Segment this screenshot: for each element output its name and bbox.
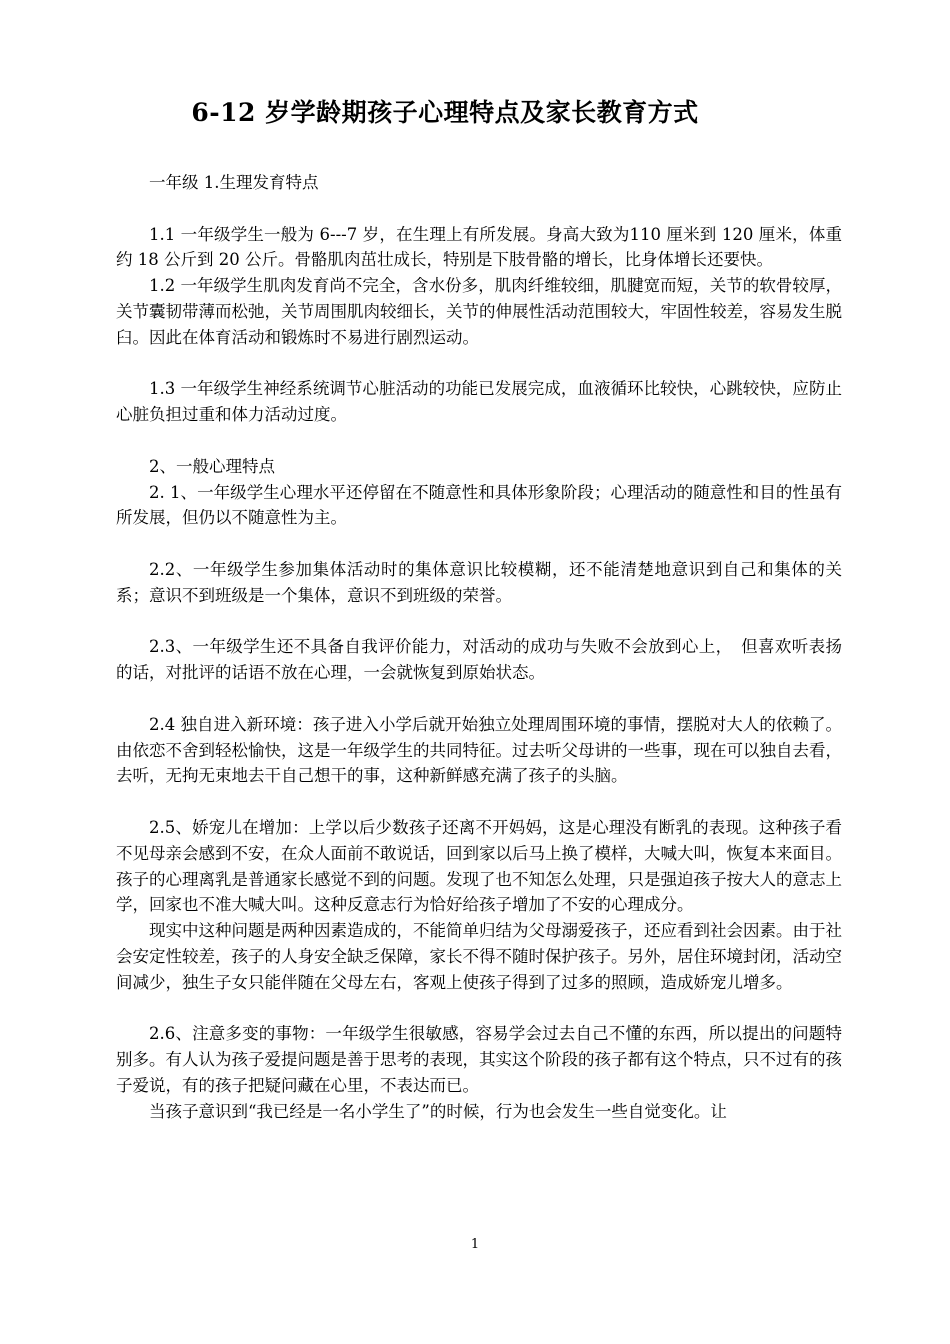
- paragraph-2-6: 2.6、注意多变的事物：一年级学生很敏感，容易学会过去自己不懂的东西，所以提出的问题特别多。有人认为孩子爱提问题是善于思考的表现，其实这个阶段的孩子都有这个特点，只不过有的孩子爱说，有的孩子把疑问藏在心里，不表达而已。: [116, 1024, 842, 1095]
- paragraph-1-2: 1.2 一年级学生肌肉发育尚不完全，含水份多，肌肉纤维较细，肌腱宽而短，关节的软骨较厚，关节囊韧带薄而松弛，关节周围肌肉较细长，关节的伸展性活动范围较大，牢固性较差，容易发生脱臼。因此在体育活动和锻炼时不易进行剧烈运动。: [116, 276, 842, 347]
- page-number: 1: [470, 1237, 480, 1252]
- paragraph-grade1-heading: 一年级 1.生理发育特点: [149, 173, 319, 192]
- paragraph-2-5: 2.5、娇宠儿在增加：上学以后少数孩子还离不开妈妈，这是心理没有断乳的表现。这种孩子看不见母亲会感到不安，在众人面前不敢说话，回到家以后马上换了模样，大喊大叫，恢复本来面目。孩子的心理离乳是普通家长感觉不到的问题。发现了也不知怎么处理，只是强迫孩子按大人的意志上学，回家也不准大喊大叫。这种反意志行为恰好给孩子增加了不安的心理成分。: [116, 817, 842, 915]
- document-body: [116, 170, 842, 1124]
- paragraph-2-1: 2. 1、一年级学生心理水平还停留在不随意性和具体形象阶段；心理活动的随意性和目的性虽有所发展，但仍以不随意性为主。: [116, 482, 842, 528]
- paragraph-1-1: 1.1 一年级学生一般为 6---7 岁，在生理上有所发展。身高大致为110 厘米到 120 厘米，体重约 18 公斤到 20 公斤。骨骼肌肉茁壮成长，特别是下肢骨骼的增长，比身体增长还要快。: [116, 224, 842, 270]
- paragraph-2-2: 2.2、一年级学生参加集体活动时的集体意识比较模糊，还不能清楚地意识到自己和集体的关系；意识不到班级是一个集体，意识不到班级的荣誉。: [116, 559, 842, 605]
- paragraph-2-6-continued: 当孩子意识到“我已经是一名小学生了”的时候，行为也会发生一些自觉变化。让: [149, 1101, 727, 1121]
- document-title: 6-12 岁学龄期孩子心理特点及家长教育方式: [191, 98, 699, 127]
- paragraph-2-3: 2.3、一年级学生还不具备自我评价能力，对活动的成功与失败不会放到心上， 但喜欢听表扬的话，对批评的话语不放在心理，一会就恢复到原始状态。: [116, 637, 842, 683]
- paragraph-2-5-continued: 现实中这种问题是两种因素造成的，不能简单归结为父母溺爱孩子，还应看到社会因素。由于社会安定性较差，孩子的人身安全缺乏保障，家长不得不随时保护孩子。另外，居住环境封闭，活动空间减少，独生子女只能伴随在父母左右，客观上使孩子得到了过多的照顾，造成娇宠儿增多。: [116, 921, 842, 992]
- paragraph-1-3: 1.3 一年级学生神经系统调节心脏活动的功能已发展完成，血液循环比较快，心跳较快，应防止心脏负担过重和体力活动过度。: [116, 379, 842, 425]
- paragraph-2-4: 2.4 独自进入新环境：孩子进入小学后就开始独立处理周围环境的事情，摆脱对大人的依赖了。由依恋不舍到轻松愉快，这是一年级学生的共同特征。过去听父母讲的一些事，现在可以独自去看，去听，无拘无束地去干自己想干的事，这种新鲜感充满了孩子的头脑。: [116, 714, 842, 786]
- paragraph-2-heading: 2、一般心理特点: [149, 456, 275, 476]
